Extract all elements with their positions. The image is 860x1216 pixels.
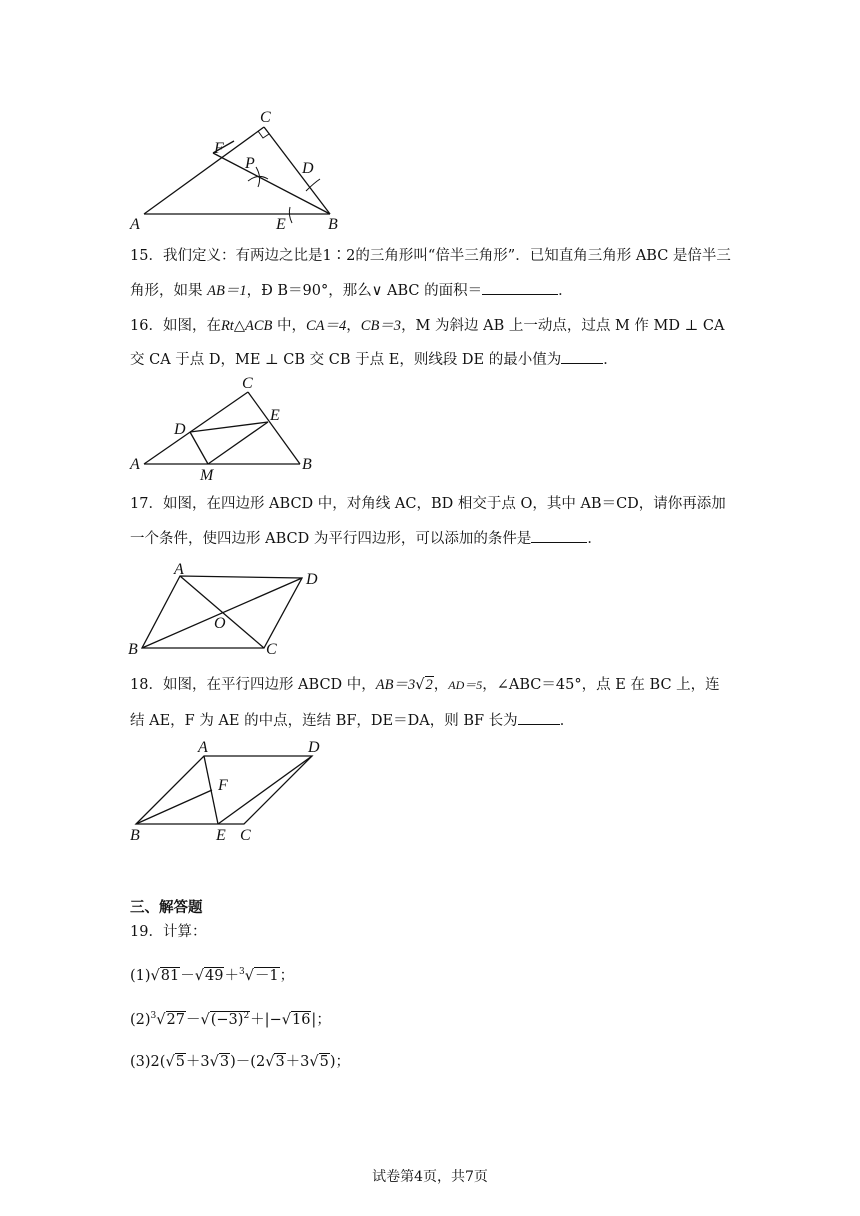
q19-part3 bbox=[130, 1052, 350, 1072]
q19-p1-label: (1) bbox=[130, 967, 151, 984]
q16-text-a: 16．如图，在 bbox=[130, 318, 221, 334]
q19-title: 19．计算： bbox=[130, 924, 207, 940]
q19-p3-radicand-f: 3 bbox=[275, 1054, 285, 1070]
q15-ab: AB＝1 bbox=[207, 283, 247, 299]
q16-period: ． bbox=[603, 352, 618, 368]
q19-p3-a: 2( bbox=[150, 1054, 166, 1070]
q15-angle: ，Ð B＝90° bbox=[246, 283, 329, 299]
q18-line2 bbox=[130, 710, 574, 731]
quadrilateral-diagram bbox=[128, 560, 338, 660]
q19-p3-radicand-h: 5 bbox=[319, 1054, 329, 1070]
q16-line1 bbox=[130, 316, 724, 336]
sqrt-icon: √ bbox=[150, 967, 160, 984]
q17-period: ． bbox=[587, 531, 602, 547]
label-B: B bbox=[128, 641, 138, 658]
q15-line2 bbox=[130, 280, 573, 301]
label-C: C bbox=[266, 641, 277, 658]
q16-ca: CA＝4 bbox=[306, 318, 347, 334]
q16-text-g: ，M 为斜边 AB 上一动点，过点 M 作 MD ⊥ CA bbox=[401, 318, 725, 334]
q15-text-a: 角形，如果 bbox=[130, 283, 208, 299]
label-A: A bbox=[198, 739, 208, 756]
label-D: D bbox=[306, 571, 318, 588]
q19-p1-radicand-a: 81 bbox=[160, 967, 180, 984]
sqrt-icon: √ bbox=[200, 1011, 210, 1028]
abs-bar-left: | bbox=[264, 1011, 270, 1028]
q18-text-2a: 结 AE，F 为 AE 的中点，连结 BF，DE＝DA，则 BF 长为 bbox=[130, 713, 518, 729]
q19-p2-neg: − bbox=[269, 1011, 282, 1028]
q16-comma: ， bbox=[346, 318, 361, 334]
sqrt-icon: √ bbox=[415, 677, 425, 693]
q19-p3-g: ＋3 bbox=[285, 1054, 310, 1070]
figure-q18 bbox=[128, 736, 338, 846]
abs-bar-right: | bbox=[311, 1011, 317, 1028]
q19-p2-radicand-b: (−3) bbox=[210, 1011, 244, 1028]
q19-p1-radicand-c: －1 bbox=[254, 967, 279, 984]
figure-q16 bbox=[130, 372, 330, 482]
label-C: C bbox=[260, 109, 271, 126]
label-B: B bbox=[328, 216, 338, 233]
label-D: D bbox=[302, 160, 314, 177]
right-triangle-diagram bbox=[130, 372, 330, 482]
label-P: P bbox=[245, 155, 255, 172]
q16-text-c: 中， bbox=[272, 318, 306, 334]
q19-p2-root-index: 3 bbox=[150, 1011, 157, 1021]
label-A: A bbox=[130, 216, 140, 233]
q19-p1-minus: － bbox=[180, 967, 195, 984]
triangle-diagram bbox=[130, 105, 360, 235]
label-A: A bbox=[174, 561, 184, 578]
q19-p2-label: (2) bbox=[130, 1011, 151, 1028]
label-F: F bbox=[218, 777, 228, 794]
label-D: D bbox=[174, 421, 186, 438]
q16-rt: Rt△ACB bbox=[220, 318, 273, 334]
label-C: C bbox=[240, 827, 251, 844]
q18-comma: ， bbox=[433, 677, 449, 693]
sqrt-icon: √ bbox=[156, 1011, 166, 1028]
q19-p1-end: ； bbox=[279, 967, 295, 984]
q18-period: ． bbox=[559, 713, 575, 729]
q19-p2-radicand-d: 16 bbox=[291, 1011, 311, 1028]
q17-answer-blank[interactable] bbox=[531, 528, 587, 543]
q19-p3-c: ＋3 bbox=[185, 1054, 210, 1070]
q19-part2 bbox=[130, 1006, 331, 1030]
q18-radicand: 2 bbox=[425, 677, 433, 693]
page-footer: 试卷第4页，共7页 bbox=[372, 1169, 488, 1185]
q19-p2-end: ； bbox=[316, 1011, 331, 1028]
label-A: A bbox=[130, 456, 140, 473]
q19-p2-exponent: 2 bbox=[243, 1011, 250, 1021]
q18-text-f: ，∠ABC＝45°，点 E 在 BC 上，连 bbox=[482, 677, 720, 693]
q16-text-2a: 交 CA 于点 D，ME ⊥ CB 交 CB 于点 E，则线段 DE 的最小值为 bbox=[130, 352, 562, 368]
q15-line1: 15．我们定义：有两边之比是1∶2的三角形叫“倍半三角形”．已知直角三角形 ABC 是倍半三 bbox=[130, 248, 731, 264]
label-B: B bbox=[130, 827, 140, 844]
q19-p1-root-index: 3 bbox=[238, 967, 245, 977]
q17-line1: 17．如图，在四边形 ABCD 中，对角线 AC，BD 相交于点 O，其中 AB＝CD，请你再添加 bbox=[130, 496, 726, 512]
q17-line2 bbox=[130, 528, 602, 549]
sqrt-icon: √ bbox=[194, 967, 204, 984]
label-E: E bbox=[270, 407, 280, 424]
figure-q17 bbox=[128, 560, 338, 660]
sqrt-icon: √ bbox=[165, 1054, 175, 1070]
q19-p3-i: )； bbox=[329, 1054, 351, 1070]
q18-answer-blank[interactable] bbox=[518, 710, 560, 725]
q19-p1-plus: ＋ bbox=[224, 967, 239, 984]
q19-p2-minus: － bbox=[185, 1011, 201, 1028]
sqrt-icon: √ bbox=[309, 1054, 319, 1070]
parallelogram-diagram bbox=[128, 736, 338, 846]
q18-ab: AB＝3 bbox=[375, 677, 416, 693]
q19-p2-plus: ＋ bbox=[250, 1011, 265, 1028]
q19-part1 bbox=[130, 962, 294, 986]
q19-p2-radicand-a: 27 bbox=[166, 1011, 185, 1028]
sqrt-icon: √ bbox=[244, 967, 254, 984]
q19-p3-e: )－(2 bbox=[230, 1054, 266, 1070]
q15-period: ． bbox=[558, 283, 573, 299]
q19-p1-radicand-b: 49 bbox=[205, 967, 224, 984]
label-D: D bbox=[308, 739, 320, 756]
q15-text-d: ，那么∨ ABC 的面积＝ bbox=[328, 283, 483, 299]
label-F: F bbox=[214, 140, 224, 157]
sqrt-icon: √ bbox=[209, 1054, 219, 1070]
label-O: O bbox=[214, 615, 226, 632]
q16-line2 bbox=[130, 349, 618, 370]
q15-answer-blank[interactable] bbox=[482, 280, 558, 295]
label-M: M bbox=[200, 467, 214, 484]
q19-p3-radicand-b: 5 bbox=[175, 1054, 185, 1070]
label-E: E bbox=[216, 827, 226, 844]
label-C: C bbox=[242, 375, 253, 392]
figure-q14 bbox=[130, 105, 360, 235]
sqrt-icon: √ bbox=[281, 1011, 291, 1028]
label-B: B bbox=[302, 456, 312, 473]
q19-p3-label: (3) bbox=[130, 1054, 151, 1070]
q16-answer-blank[interactable] bbox=[561, 349, 603, 364]
q18-text-a: 18．如图，在平行四边形 ABCD 中， bbox=[130, 677, 376, 693]
q19-p3-radicand-d: 3 bbox=[219, 1054, 230, 1070]
label-E: E bbox=[276, 216, 286, 233]
q18-line1 bbox=[130, 675, 720, 695]
sqrt-icon: √ bbox=[265, 1054, 275, 1070]
q17-text-a: 一个条件，使四边形 ABCD 为平行四边形，可以添加的条件是 bbox=[130, 531, 532, 547]
q16-cb: CB＝3 bbox=[360, 318, 402, 334]
q18-ad: AD＝5 bbox=[448, 678, 483, 692]
section-heading: 三、解答题 bbox=[130, 899, 203, 916]
